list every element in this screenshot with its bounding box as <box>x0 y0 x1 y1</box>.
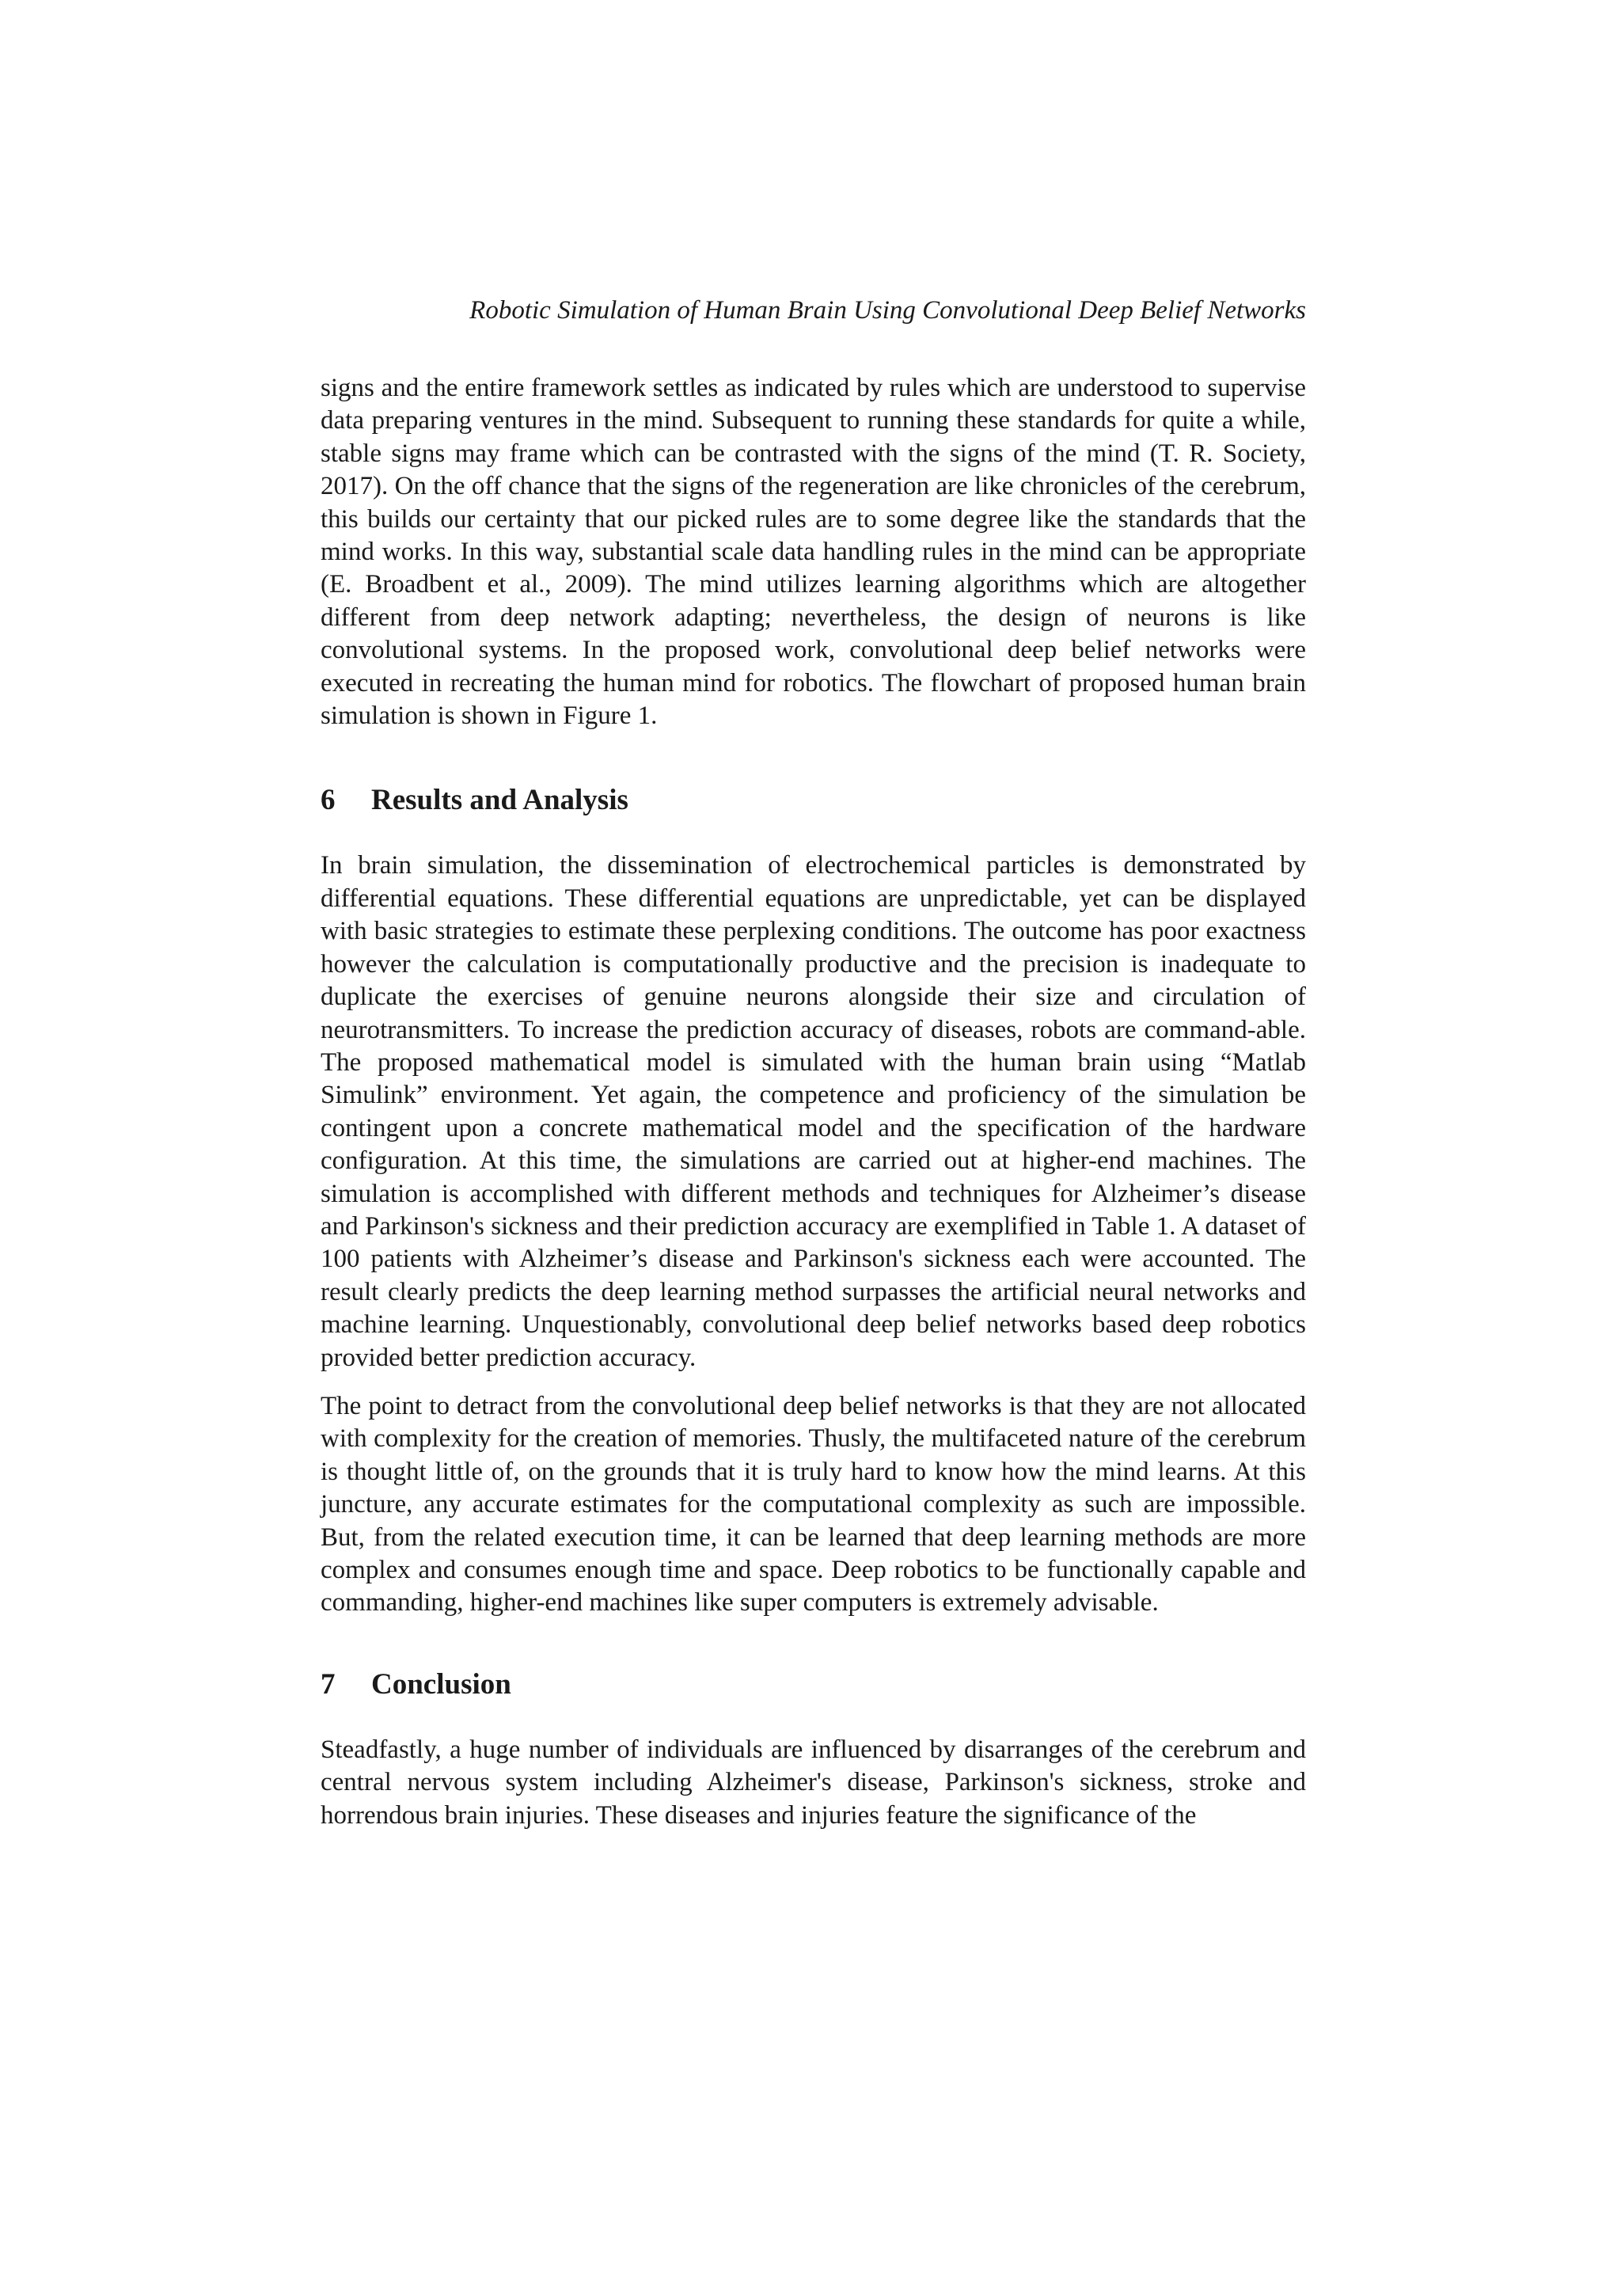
running-header-title: Robotic Simulation of Human Brain Using Convolutional Deep Belief Networks <box>469 296 1306 325</box>
results-paragraph-1: In brain simulation, the dissemination of electrochemical particles is demonstrated by differential equations. These differential equations are unpredictable, yet can be displayed with basic strategies to estimate these perplexing conditions. The outcome has poor exactness however the calculation is computationally productive and the precision is inadequate to duplicate the exercises of genuine neurons alongside their size and circulation of neurotransmitters. To increase the prediction accuracy of diseases, robots are command-able. The proposed mathematical model is simulated with the human brain using “Matlab Simulink” environment. Yet again, the competence and proficiency of the simulation be contingent upon a concrete mathematical model and the specification of the hardware configuration. At this time, the simulations are carried out at higher-end machines. The simulation is accomplished with different methods and techniques for Alzheimer’s disease and Parkinson's sickness and their prediction accuracy are exemplified in Table 1. A dataset of 100 patients with Alzheimer’s disease and Parkinson's sickness each were accounted. The result clearly predicts the deep learning method surpasses the artificial neural networks and machine learning. Unquestionably, convolutional deep belief networks based deep robotics provided better prediction accuracy. <box>321 851 1306 1372</box>
body-text <box>321 372 1306 1832</box>
results-paragraph-2: The point to detract from the convolutional deep belief networks is that they are not allocated with complexity for the creation of memories. Thusly, the multifaceted nature of the cerebrum is thought little of, on the grounds that it is truly hard to know how the mind learns. At this juncture, any accurate estimates for the computational complexity as such are impossible. But, from the related execution time, it can be learned that deep learning methods are more complex and consumes enough time and space. Deep robotics to be functionally capable and commanding, higher-end machines like super computers is extremely advisable. <box>321 1391 1306 1617</box>
intro-paragraph: signs and the entire framework settles as indicated by rules which are understood to supervise data preparing ventures in the mind. Subsequent to running these standards for quite a while, stable signs may frame which can be contrasted with the signs of the mind (T. R. Society, 2017). On the off chance that the signs of the regeneration are like chronicles of the cerebrum, this builds our certainty that our picked rules are to some degree like the standards that the mind works. In this way, substantial scale data handling rules in the mind can be appropriate (E. Broadbent et al., 2009). The mind utilizes learning algorithms which are altogether different from deep network adapting; nevertheless, the design of neurons is like convolutional systems. In the proposed work, convolutional deep belief networks were executed in recreating the human mind for robotics. The flowchart of proposed human brain simulation is shown in Figure 1. <box>321 374 1306 731</box>
section-number: 6 <box>321 784 336 817</box>
section-heading-results <box>321 781 1306 819</box>
section-number: 7 <box>321 1667 336 1701</box>
section-title: Conclusion <box>371 1667 511 1701</box>
section-title: Results and Analysis <box>371 784 628 817</box>
conclusion-paragraph-1: Steadfastly, a huge number of individuals are influenced by disarranges of the cerebrum and central nervous system including Alzheimer's disease, Parkinson's sickness, stroke and horrendous brain injuries. These diseases and injuries feature the significance of the <box>321 1735 1306 1830</box>
section-heading-conclusion <box>321 1666 1306 1704</box>
